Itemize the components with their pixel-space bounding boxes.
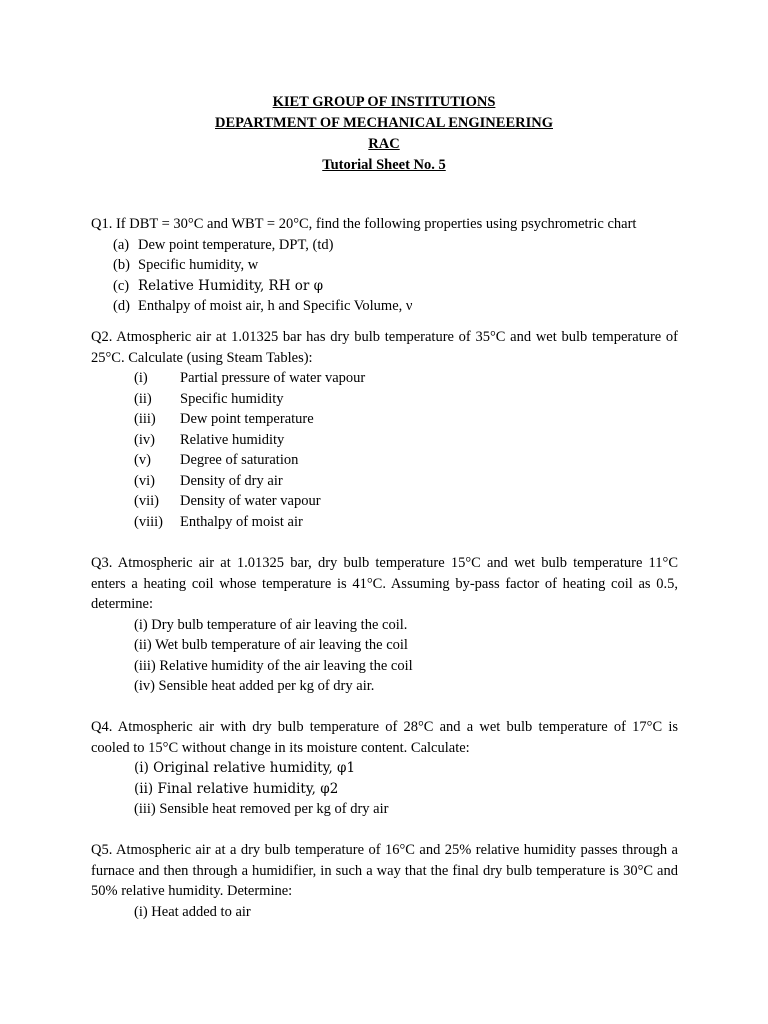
list-item [134, 409, 678, 430]
question-4 [91, 717, 678, 820]
list-item: (iii) Sensible heat removed per kg of dry air [134, 801, 389, 817]
question-2-options [134, 368, 678, 532]
option-label: (i) [134, 370, 148, 386]
option-text: Dew point temperature [180, 411, 314, 427]
department-title: DEPARTMENT OF MECHANICAL ENGINEERING [215, 115, 553, 131]
question-5-options [134, 902, 678, 923]
list-item [113, 235, 678, 256]
option-text: Specific humidity, w [138, 257, 259, 273]
option-label: (b) [113, 257, 130, 273]
list-item [134, 430, 678, 451]
option-label: (v) [134, 452, 151, 468]
list-item [134, 450, 678, 471]
question-4-text: Q4. Atmospheric air with dry bulb temperature of 28°C and a wet bulb temperature of 17°C is cooled to 15°C without change in its moisture content. Calculate: [91, 719, 678, 756]
option-text: Specific humidity [180, 390, 284, 407]
option-text: Relative Humidity, RH or φ [138, 277, 324, 294]
option-label: (vi) [134, 472, 155, 489]
option-label: (a) [113, 236, 130, 253]
option-text: Density of dry air [180, 472, 283, 489]
option-text: Dew point temperature, DPT, (td) [138, 236, 334, 253]
course-title: RAC [368, 136, 400, 152]
list-item [134, 491, 678, 512]
list-item: (iv) Sensible heat added per kg of dry air. [134, 678, 375, 694]
question-1 [91, 214, 678, 317]
question-1-options [113, 235, 678, 317]
list-item [134, 471, 678, 492]
list-item [113, 276, 678, 297]
question-4-options [134, 758, 678, 820]
list-item: (i) Heat added to air [134, 903, 251, 920]
option-label: (iv) [134, 431, 155, 448]
question-3-options [134, 615, 678, 697]
document-header [0, 92, 768, 176]
list-item: (ii) Final relative humidity, φ2 [134, 780, 339, 797]
option-label: (viii) [134, 513, 163, 530]
option-text: Enthalpy of moist air, h and Specific Volume, ν [138, 298, 413, 314]
list-item: (iii) Relative humidity of the air leaving the coil [134, 657, 413, 674]
question-2-text: Q2. Atmospheric air at 1.01325 bar has dry bulb temperature of 35°C and wet bulb temperature of 25°C. Calculate (using Steam Tables): [91, 329, 678, 366]
list-item [134, 512, 678, 533]
list-item [134, 368, 678, 389]
option-label: (iii) [134, 411, 156, 427]
option-label: (d) [113, 298, 130, 314]
question-5 [91, 840, 678, 922]
question-3-text: Q3. Atmospheric air at 1.01325 bar, dry bulb temperature 15°C and wet bulb temperature 11°C enters a heating coil whose temperature is 41°C. Assuming by-pass factor of heating coil as 0.5, determine: [91, 555, 678, 612]
option-text: Relative humidity [180, 431, 285, 448]
option-text: Partial pressure of water vapour [180, 370, 366, 386]
option-label: (ii) [134, 390, 152, 407]
list-item: (i) Dry bulb temperature of air leaving the coil. [134, 616, 408, 633]
list-item: (i) Original relative humidity, φ1 [134, 760, 356, 776]
option-text: Enthalpy of moist air [180, 513, 303, 530]
option-label: (c) [113, 277, 130, 294]
sheet-title: Tutorial Sheet No. 5 [322, 157, 446, 173]
question-3 [91, 553, 678, 697]
question-1-text: Q1. If DBT = 30°C and WBT = 20°C, find the following properties using psychrometric chart [91, 216, 637, 232]
option-text: Degree of saturation [180, 452, 299, 468]
list-item [113, 296, 678, 317]
list-item: (ii) Wet bulb temperature of air leaving the coil [134, 637, 408, 653]
institution-title: KIET GROUP OF INSTITUTIONS [272, 94, 496, 110]
list-item [134, 389, 678, 410]
option-text: Density of water vapour [180, 493, 321, 509]
question-5-text: Q5. Atmospheric air at a dry bulb temperature of 16°C and 25% relative humidity passes through a furnace and then through a humidifier, in such a way that the final dry bulb temperature is 30°C and 50% relative humidity. Determine: [91, 842, 678, 899]
question-2 [91, 327, 678, 532]
list-item [113, 255, 678, 276]
option-label: (vii) [134, 493, 159, 509]
